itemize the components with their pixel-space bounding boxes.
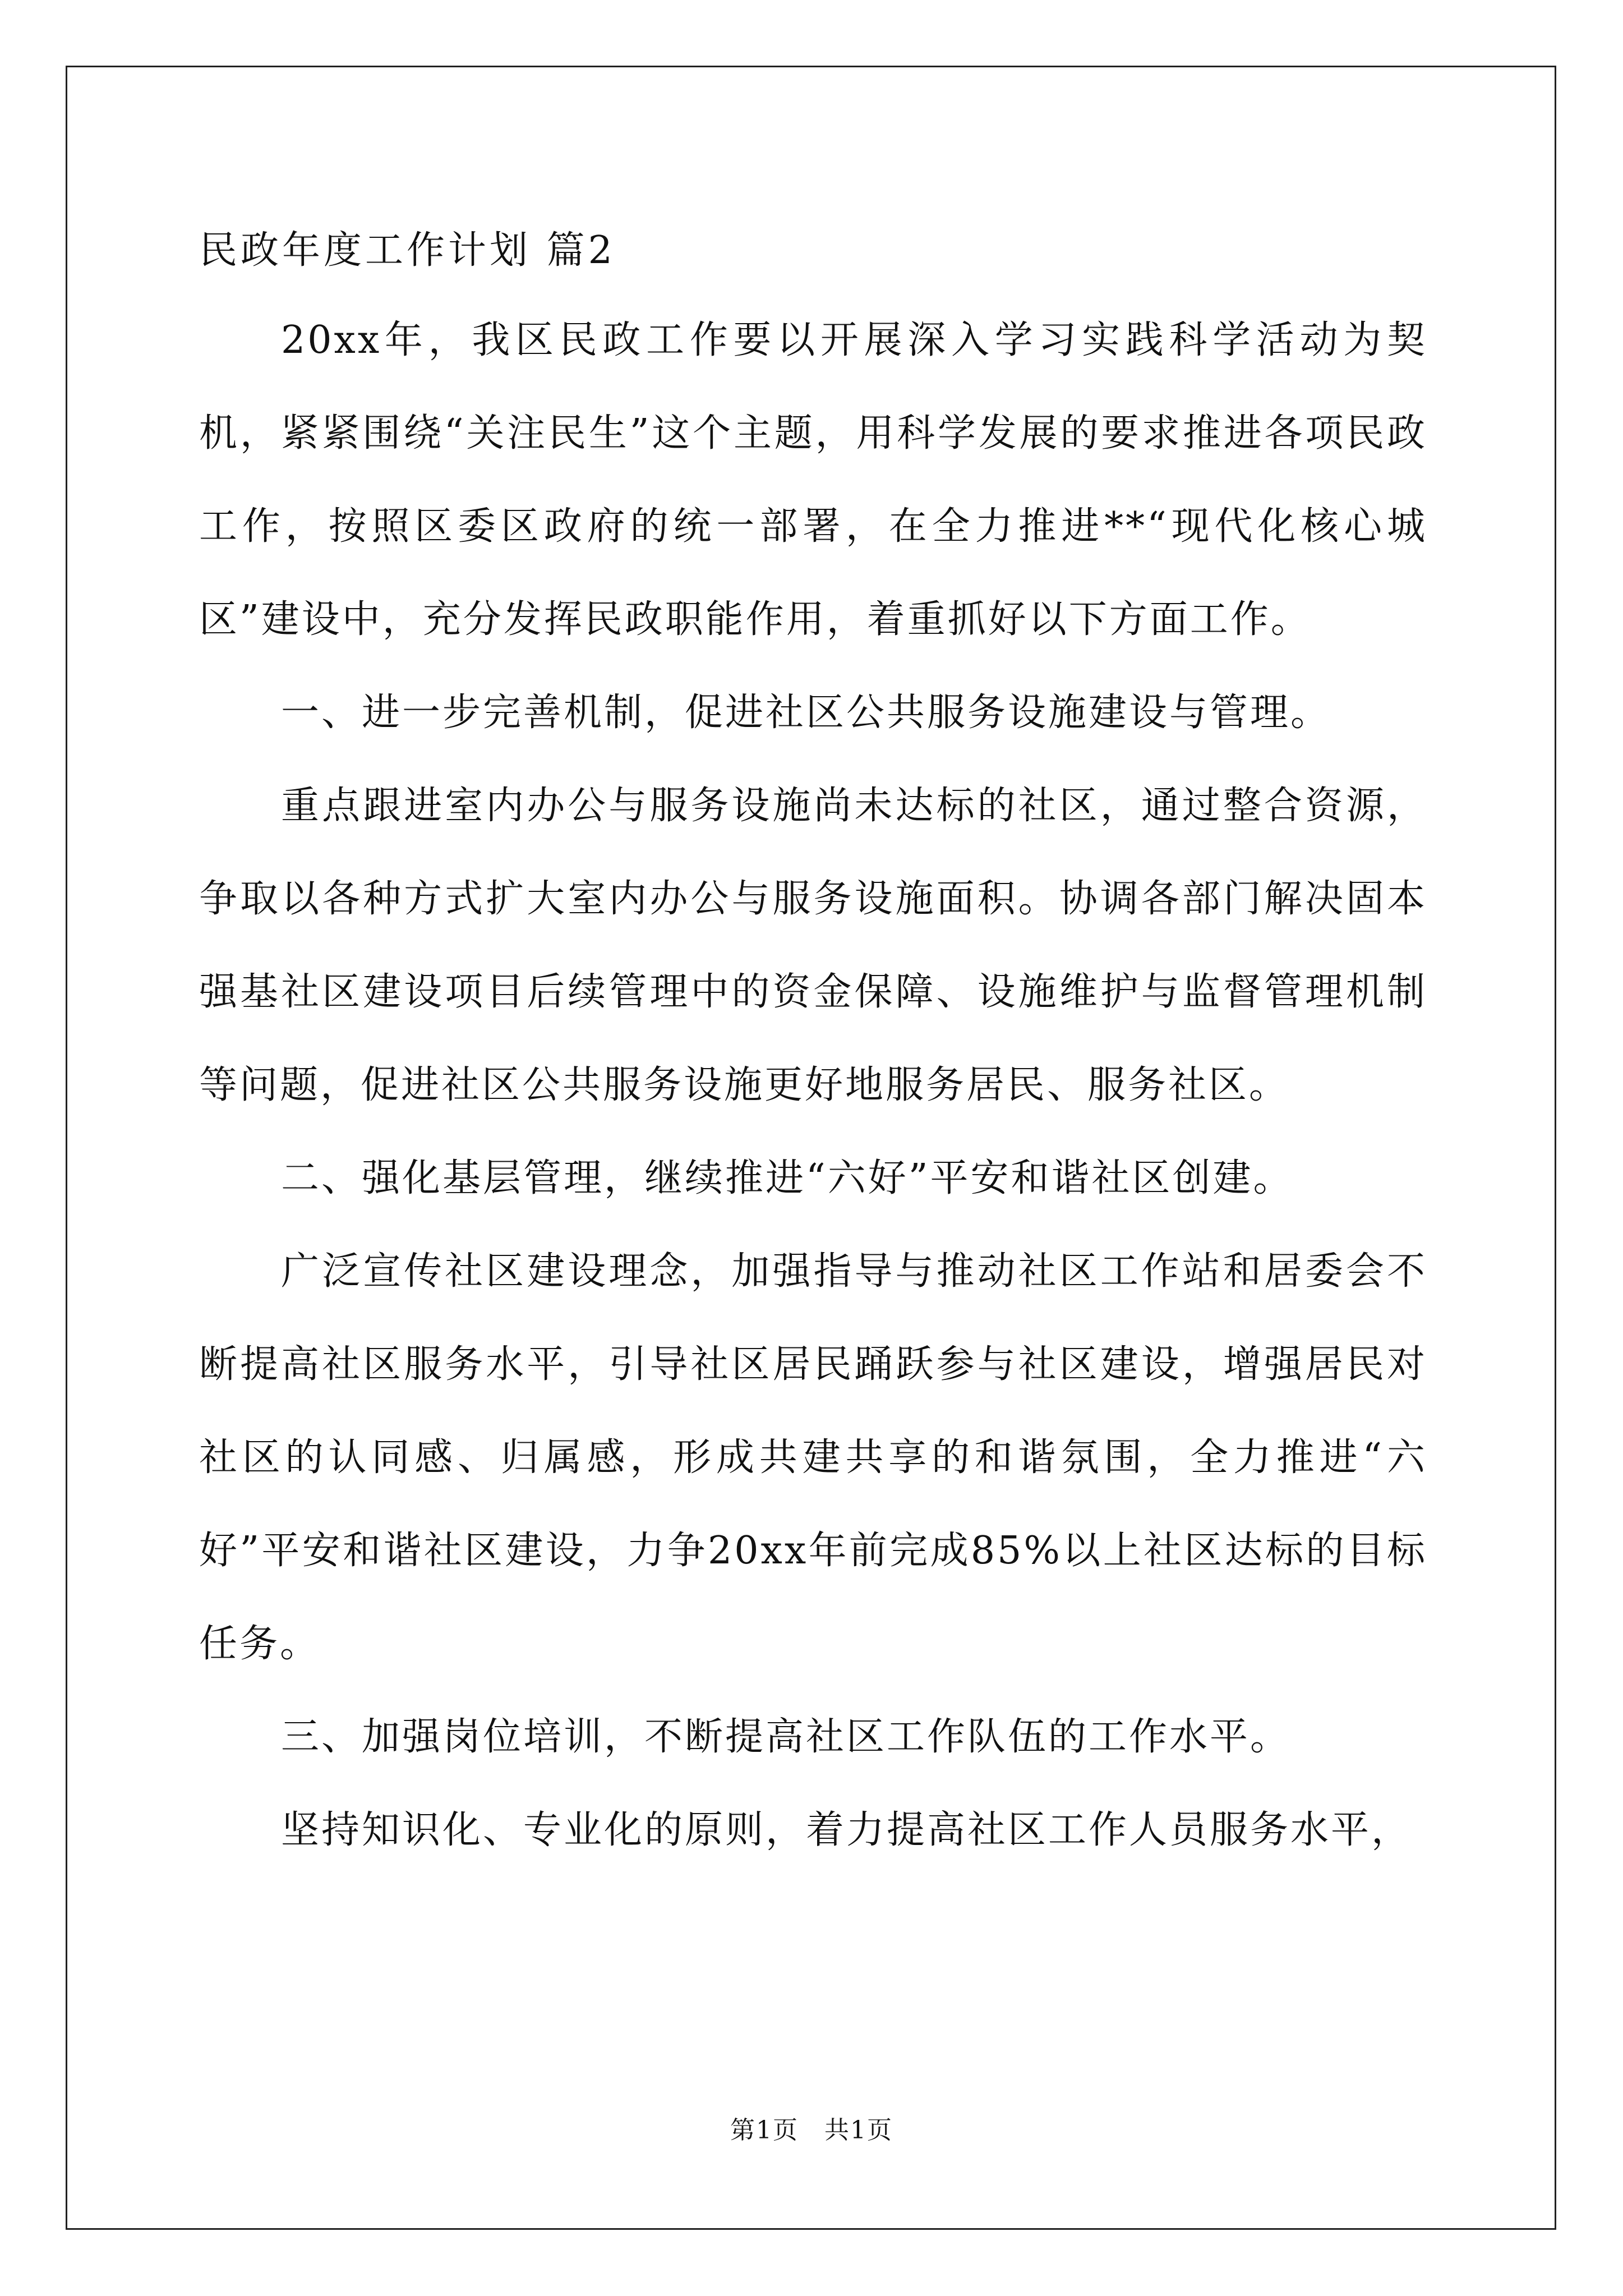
paragraph-section-3: 坚持知识化、专业化的原则，着力提高社区工作人员服务水平， — [281, 1808, 1412, 1852]
section-heading-3: 三、加强岗位培训，不断提高社区工作队伍的工作水平。 — [281, 1715, 1291, 1759]
document-body — [199, 208, 1427, 1877]
paragraph-section-2: 广泛宣传社区建设理念，加强指导与推动社区工作站和居委会不断提高社区服务水平，引导社区居民踊跃参与社区建设，增强居民对社区的认同感、归属感，形成共建共享的和谐氛围，全力推进“六好”平安和谐社区建设，力争20xx年前完成85%以上社区达标的目标任务。 — [199, 1249, 1427, 1666]
section-heading-1: 一、进一步完善机制，促进社区公共服务设施建设与管理。 — [281, 691, 1331, 735]
section-heading-2: 二、强化基层管理，继续推进“六好”平安和谐社区创建。 — [281, 1156, 1294, 1200]
document-title: 民政年度工作计划 篇2 — [199, 228, 616, 273]
paragraph-intro: 20xx年，我区民政工作要以开展深入学习实践科学活动为契机，紧紧围绕“关注民生”这个主题，用科学发展的要求推进各项民政工作，按照区委区政府的统一部署，在全力推进**“现代化核心城区”建设中，充分发挥民政职能作用，着重抓好以下方面工作。 — [199, 318, 1427, 642]
page-footer: 第1页 共1页 — [730, 2116, 893, 2145]
paragraph-section-1: 重点跟进室内办公与服务设施尚未达标的社区，通过整合资源，争取以各种方式扩大室内办公与服务设施面积。协调各部门解决固本强基社区建设项目后续管理中的资金保障、设施维护与监督管理机制等问题，促进社区公共服务设施更好地服务居民、服务社区。 — [199, 784, 1427, 1107]
